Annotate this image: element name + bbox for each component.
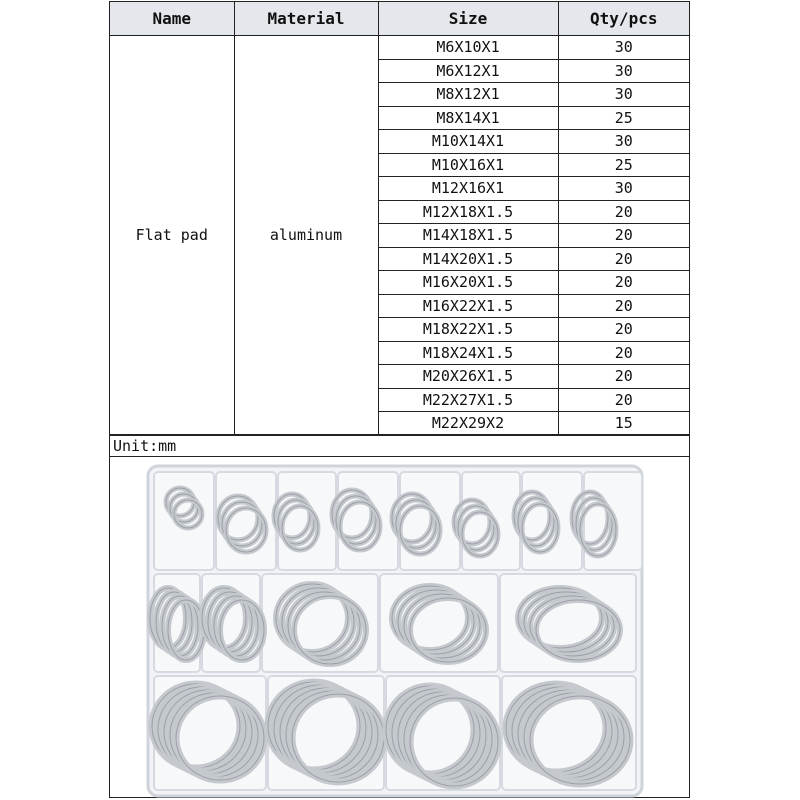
size-cell: M6X12X1 — [378, 59, 558, 83]
qty-cell: 25 — [558, 106, 689, 130]
size-cell: M10X14X1 — [378, 130, 558, 154]
size-cell: M18X22X1.5 — [378, 318, 558, 342]
header-size: Size — [378, 2, 558, 36]
qty-cell: 30 — [558, 59, 689, 83]
size-cell: M22X29X2 — [378, 412, 558, 436]
size-cell: M16X20X1.5 — [378, 271, 558, 295]
qty-cell: 30 — [558, 130, 689, 154]
size-cell: M8X14X1 — [378, 106, 558, 130]
spec-table — [110, 2, 689, 436]
size-cell: M14X20X1.5 — [378, 247, 558, 271]
qty-cell: 30 — [558, 36, 689, 60]
qty-cell: 30 — [558, 177, 689, 201]
size-cell: M16X22X1.5 — [378, 294, 558, 318]
qty-cell: 20 — [558, 341, 689, 365]
qty-cell: 20 — [558, 271, 689, 295]
size-cell: M14X18X1.5 — [378, 224, 558, 248]
size-cell: M20X26X1.5 — [378, 365, 558, 389]
washer-kit-photo — [146, 464, 656, 798]
header-material: Material — [234, 2, 378, 36]
qty-cell: 15 — [558, 412, 689, 436]
material-cell: aluminum — [234, 36, 378, 436]
spec-table-body — [110, 36, 689, 436]
case-compartment — [278, 472, 336, 570]
qty-cell: 25 — [558, 153, 689, 177]
size-cell: M6X10X1 — [378, 36, 558, 60]
header-qty: Qty/pcs — [558, 2, 689, 36]
size-cell: M10X16X1 — [378, 153, 558, 177]
qty-cell: 20 — [558, 365, 689, 389]
qty-cell: 20 — [558, 200, 689, 224]
case-compartment — [338, 472, 398, 570]
unit-label: Unit:mm — [110, 434, 689, 457]
header-name: Name — [110, 2, 234, 36]
qty-cell: 30 — [558, 83, 689, 107]
qty-cell: 20 — [558, 294, 689, 318]
size-cell: M18X24X1.5 — [378, 341, 558, 365]
qty-cell: 20 — [558, 388, 689, 412]
spec-sheet — [109, 1, 690, 798]
qty-cell: 20 — [558, 318, 689, 342]
size-cell: M12X18X1.5 — [378, 200, 558, 224]
name-cell: Flat pad — [110, 36, 234, 436]
table-row — [110, 36, 689, 60]
table-header-row — [110, 2, 689, 36]
size-cell: M8X12X1 — [378, 83, 558, 107]
qty-cell: 20 — [558, 224, 689, 248]
size-cell: M22X27X1.5 — [378, 388, 558, 412]
qty-cell: 20 — [558, 247, 689, 271]
size-cell: M12X16X1 — [378, 177, 558, 201]
